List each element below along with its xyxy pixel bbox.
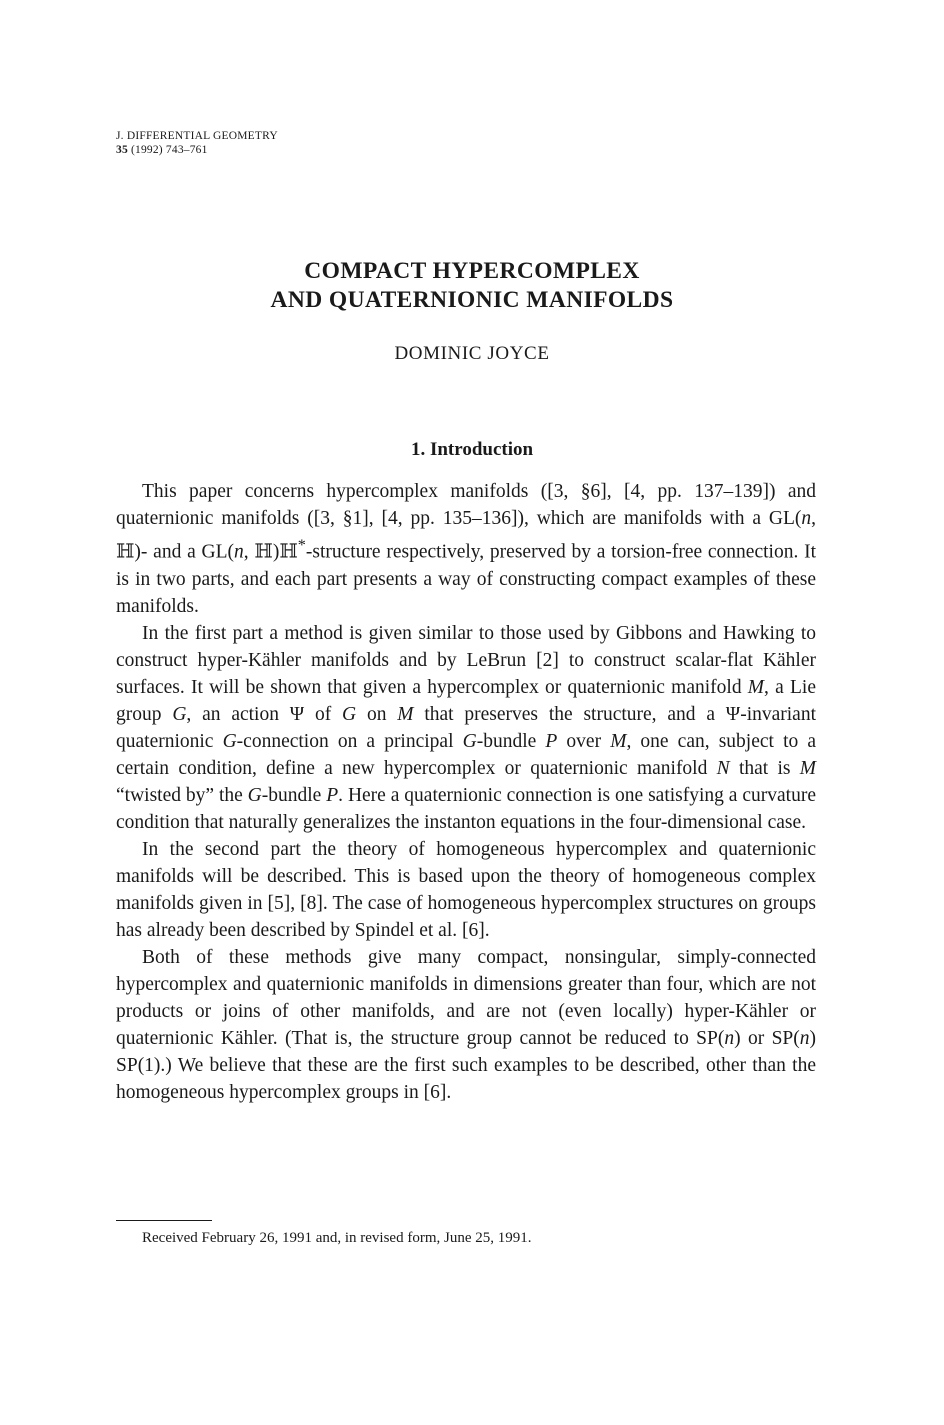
paragraph-1: This paper concerns hypercomplex manifolds ([3, §6], [4, pp. 137–139]) and quaternionic manifolds ([3, §1], [4, pp. 135–136]), which are manifolds with a GL(n, ℍ)- and a GL(n, ℍ)ℍ*-structure respectively, preserved by a torsion-free connection. It is in two parts, and each part presents a way of constructing compact examples of these manifolds. bbox=[116, 481, 816, 617]
title-line-2: AND QUATERNIONIC MANIFOLDS bbox=[270, 287, 674, 313]
journal-volume: 35 bbox=[116, 144, 128, 156]
footnote-rule bbox=[116, 1220, 212, 1221]
footnote: Received February 26, 1991 and, in revised form, June 25, 1991. bbox=[142, 1230, 532, 1246]
paragraph-3: In the second part the theory of homogeneous hypercomplex and quaternionic manifolds will be described. This is based upon the theory of homogeneous complex manifolds given in [5], [8]. The case of homogeneous hypercomplex structures on groups has already been described by Spindel et al. [6]. bbox=[116, 838, 816, 941]
section-heading: 1. Introduction bbox=[410, 439, 534, 460]
paragraph-4: Both of these methods give many compact, nonsingular, simply-connected hypercomplex and quaternionic manifolds in dimensions greater than four, which are not products or joins of other manifolds, and are not (even locally) hyper-Kähler or quaternionic Kähler. (That is, the structure group cannot be reduced to SP(n) or SP(n) SP(1).) We believe that these are the first such examples to be described, other than the homogeneous hypercomplex groups in [6]. bbox=[116, 946, 816, 1103]
journal-year-pages: (1992) 743–761 bbox=[127, 144, 208, 156]
body-text bbox=[116, 478, 816, 1106]
paper-title bbox=[0, 257, 944, 315]
paragraph-2: In the first part a method is given similar to those used by Gibbons and Hawking to construct hyper-Kähler manifolds and by LeBrun [2] to construct scalar-flat Kähler surfaces. It will be shown that given a hypercomplex or quaternionic manifold M, a Lie group G, an action Ψ of G on M that preserves the structure, and a Ψ-invariant quaternionic G-connection on a principal G-bundle P over M, one can, subject to a certain condition, define a new hypercomplex or quaternionic manifold N that is M “twisted by” the G-bundle P. Here a quaternionic connection is one satisfying a curvature condition that naturally generalizes the instanton equations in the four-dimensional case. bbox=[116, 622, 817, 833]
journal-name: J. DIFFERENTIAL GEOMETRY bbox=[116, 130, 278, 142]
title-line-1: COMPACT HYPERCOMPLEX bbox=[304, 258, 640, 284]
journal-header bbox=[116, 129, 278, 157]
journal-volume-line bbox=[116, 143, 278, 157]
author-name: DOMINIC JOYCE bbox=[394, 343, 550, 364]
